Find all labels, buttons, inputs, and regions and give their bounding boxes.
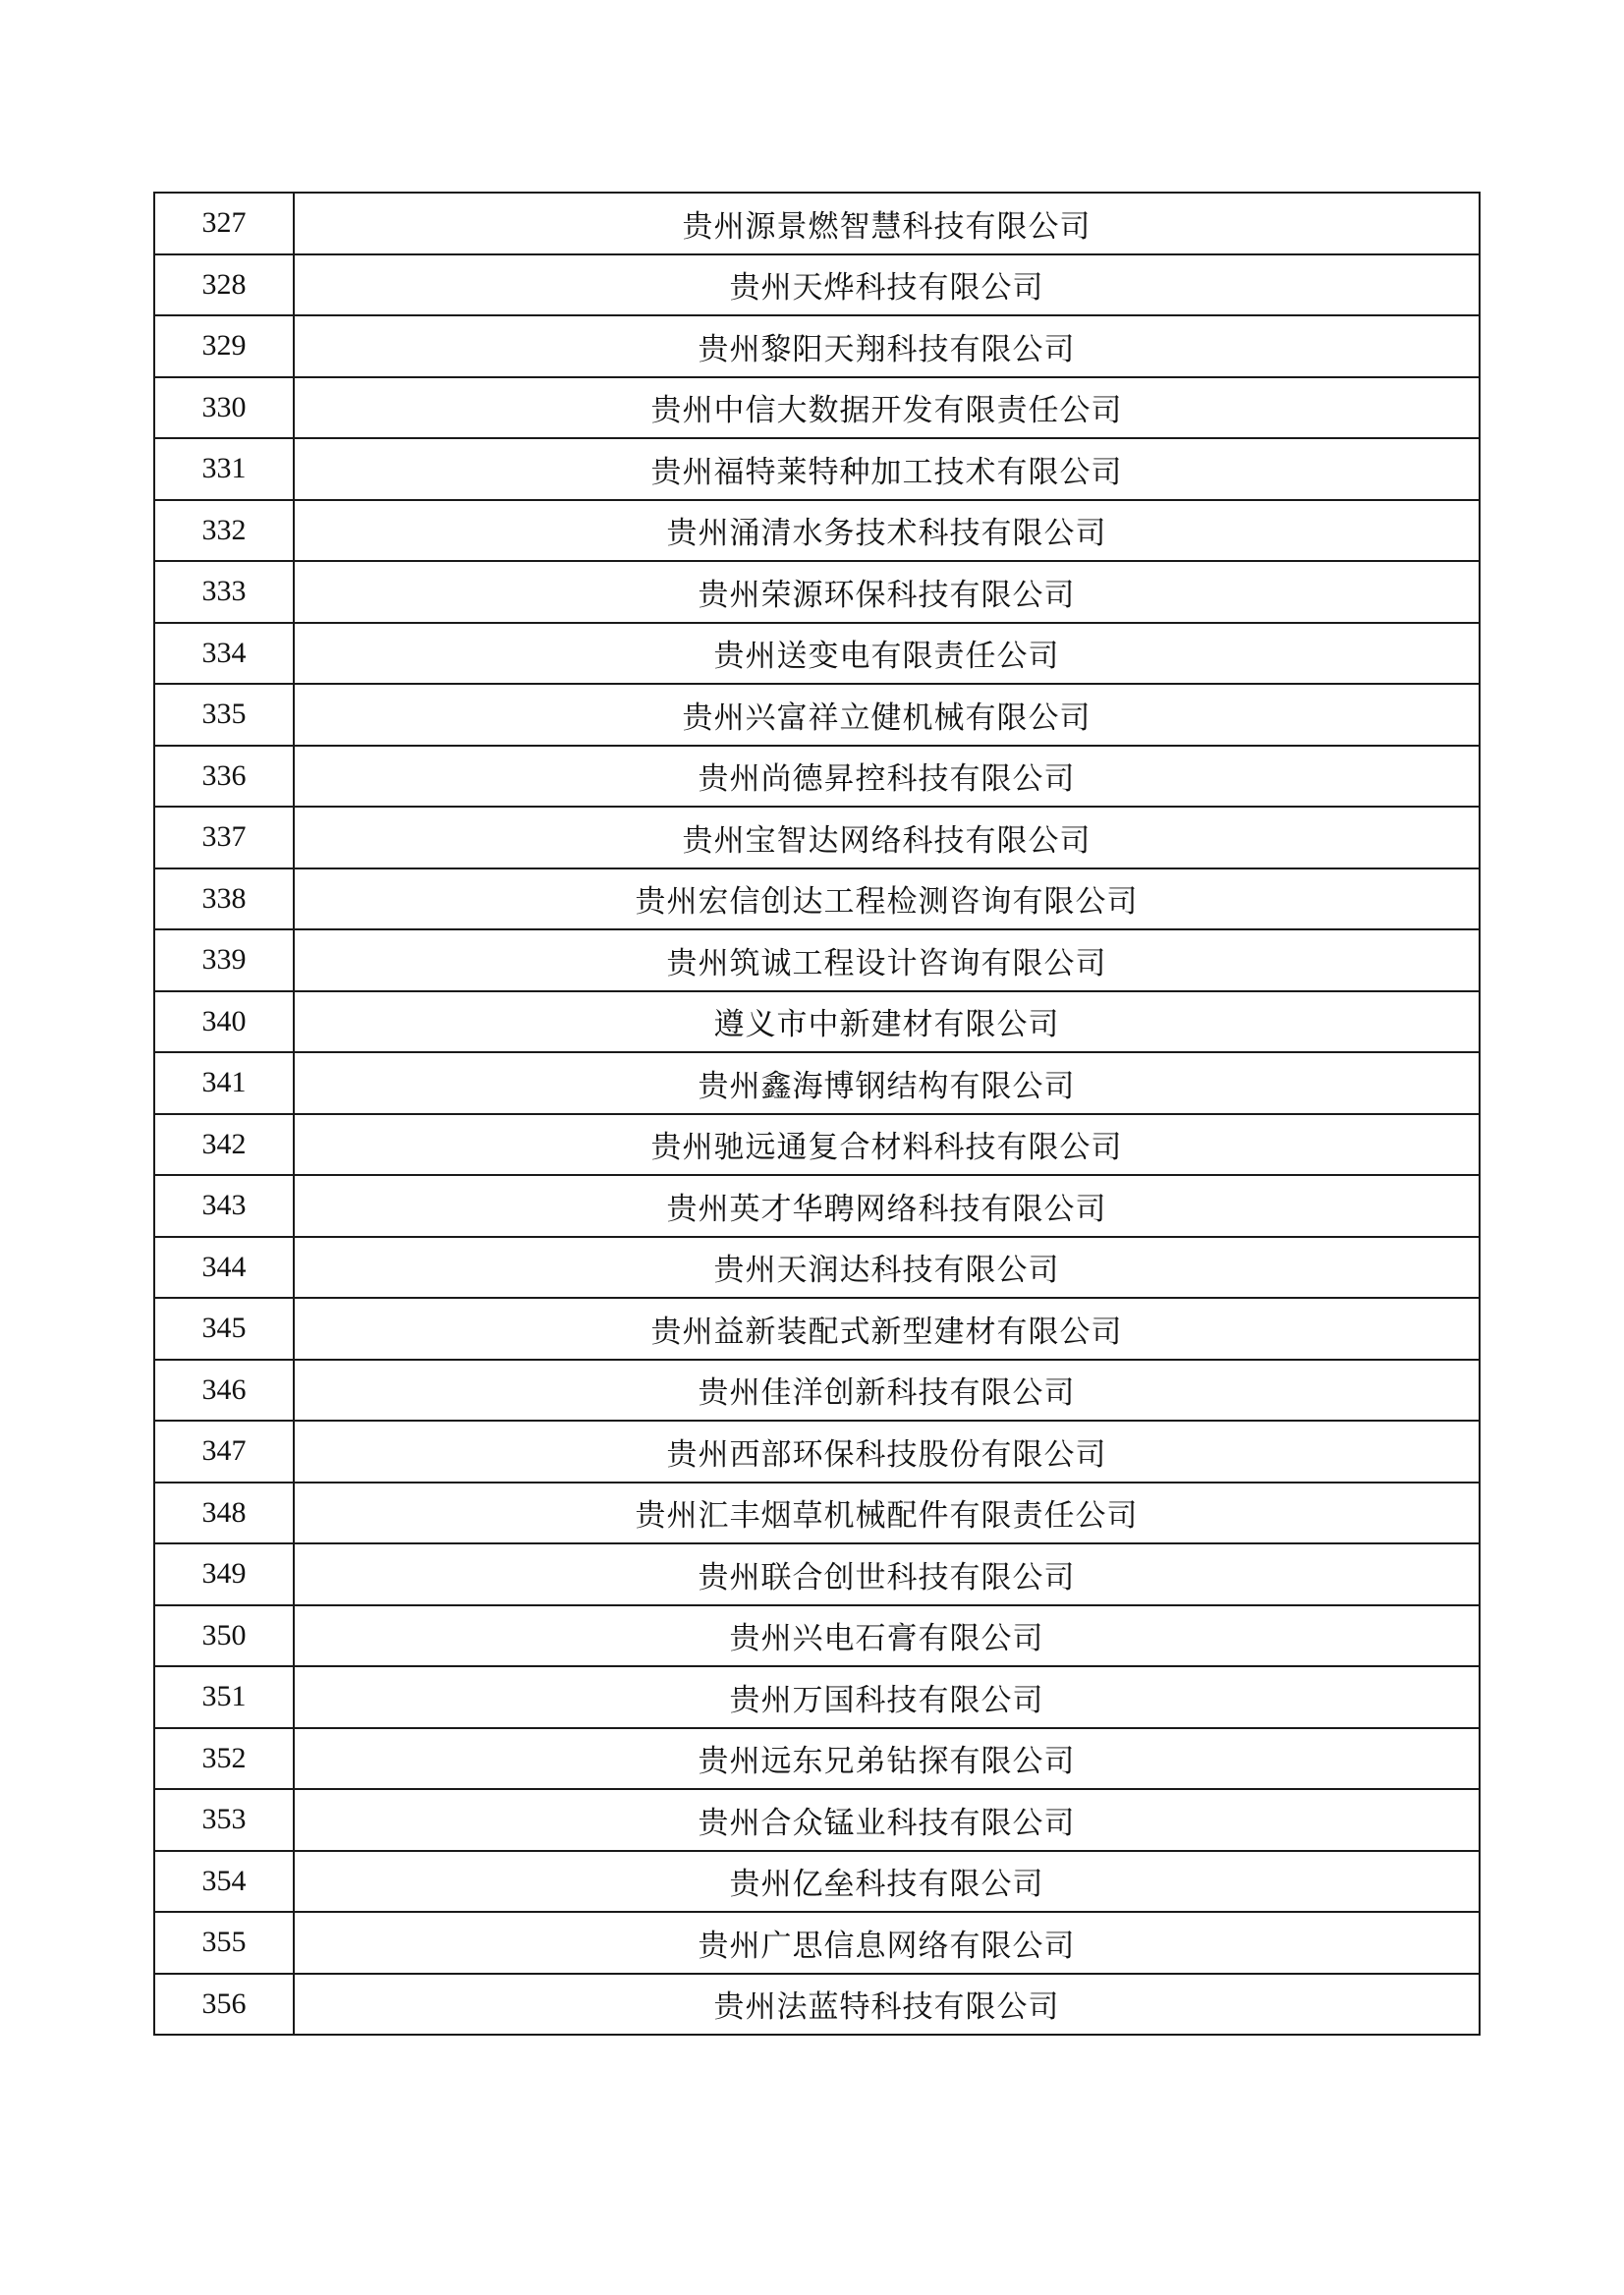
table-row xyxy=(154,1728,1480,1790)
table-row xyxy=(154,377,1480,439)
company-name-cell: 贵州筑诚工程设计咨询有限公司 xyxy=(294,929,1480,991)
row-number-cell: 349 xyxy=(154,1543,294,1605)
table-row xyxy=(154,1360,1480,1422)
row-number-cell: 340 xyxy=(154,991,294,1053)
row-number-cell: 353 xyxy=(154,1789,294,1851)
row-number-cell: 332 xyxy=(154,500,294,562)
row-number-cell: 342 xyxy=(154,1114,294,1176)
company-name-cell: 贵州兴电石膏有限公司 xyxy=(294,1605,1480,1667)
table-row xyxy=(154,807,1480,868)
company-name-cell: 贵州黎阳天翔科技有限公司 xyxy=(294,315,1480,377)
table-row xyxy=(154,991,1480,1053)
table-row xyxy=(154,1912,1480,1974)
company-name-cell: 贵州英才华聘网络科技有限公司 xyxy=(294,1175,1480,1237)
company-name-cell: 贵州送变电有限责任公司 xyxy=(294,623,1480,685)
table-row xyxy=(154,1789,1480,1851)
table-row xyxy=(154,438,1480,500)
company-name-cell: 贵州涌清水务技术科技有限公司 xyxy=(294,500,1480,562)
company-name-cell: 贵州亿垒科技有限公司 xyxy=(294,1851,1480,1913)
company-name-cell: 贵州尚德昇控科技有限公司 xyxy=(294,746,1480,808)
row-number-cell: 351 xyxy=(154,1666,294,1728)
company-name-cell: 贵州兴富祥立健机械有限公司 xyxy=(294,684,1480,746)
company-name-cell: 贵州联合创世科技有限公司 xyxy=(294,1543,1480,1605)
table-row xyxy=(154,315,1480,377)
row-number-cell: 356 xyxy=(154,1974,294,2036)
row-number-cell: 347 xyxy=(154,1421,294,1483)
row-number-cell: 336 xyxy=(154,746,294,808)
row-number-cell: 344 xyxy=(154,1237,294,1299)
row-number-cell: 337 xyxy=(154,807,294,868)
company-name-cell: 贵州福特莱特种加工技术有限公司 xyxy=(294,438,1480,500)
company-name-cell: 贵州远东兄弟钻探有限公司 xyxy=(294,1728,1480,1790)
table-row xyxy=(154,684,1480,746)
company-list-table xyxy=(153,192,1481,2036)
row-number-cell: 354 xyxy=(154,1851,294,1913)
row-number-cell: 333 xyxy=(154,561,294,623)
company-name-cell: 贵州驰远通复合材料科技有限公司 xyxy=(294,1114,1480,1176)
table-row xyxy=(154,1543,1480,1605)
row-number-cell: 345 xyxy=(154,1298,294,1360)
company-name-cell: 遵义市中新建材有限公司 xyxy=(294,991,1480,1053)
row-number-cell: 348 xyxy=(154,1483,294,1544)
table-row xyxy=(154,1974,1480,2036)
company-list-body xyxy=(154,193,1480,2035)
row-number-cell: 328 xyxy=(154,254,294,316)
company-name-cell: 贵州荣源环保科技有限公司 xyxy=(294,561,1480,623)
company-name-cell: 贵州合众锰业科技有限公司 xyxy=(294,1789,1480,1851)
company-name-cell: 贵州汇丰烟草机械配件有限责任公司 xyxy=(294,1483,1480,1544)
company-name-cell: 贵州法蓝特科技有限公司 xyxy=(294,1974,1480,2036)
table-row xyxy=(154,500,1480,562)
table-row xyxy=(154,929,1480,991)
row-number-cell: 329 xyxy=(154,315,294,377)
row-number-cell: 327 xyxy=(154,193,294,254)
row-number-cell: 355 xyxy=(154,1912,294,1974)
company-name-cell: 贵州中信大数据开发有限责任公司 xyxy=(294,377,1480,439)
table-row xyxy=(154,1666,1480,1728)
row-number-cell: 352 xyxy=(154,1728,294,1790)
row-number-cell: 335 xyxy=(154,684,294,746)
row-number-cell: 339 xyxy=(154,929,294,991)
company-name-cell: 贵州西部环保科技股份有限公司 xyxy=(294,1421,1480,1483)
row-number-cell: 350 xyxy=(154,1605,294,1667)
company-name-cell: 贵州宝智达网络科技有限公司 xyxy=(294,807,1480,868)
row-number-cell: 330 xyxy=(154,377,294,439)
table-row xyxy=(154,193,1480,254)
company-name-cell: 贵州佳洋创新科技有限公司 xyxy=(294,1360,1480,1422)
row-number-cell: 338 xyxy=(154,868,294,930)
table-row xyxy=(154,1175,1480,1237)
table-row xyxy=(154,1237,1480,1299)
company-name-cell: 贵州天烨科技有限公司 xyxy=(294,254,1480,316)
table-row xyxy=(154,746,1480,808)
company-name-cell: 贵州广思信息网络有限公司 xyxy=(294,1912,1480,1974)
row-number-cell: 334 xyxy=(154,623,294,685)
table-row xyxy=(154,868,1480,930)
table-row xyxy=(154,561,1480,623)
row-number-cell: 331 xyxy=(154,438,294,500)
company-name-cell: 贵州万国科技有限公司 xyxy=(294,1666,1480,1728)
table-row xyxy=(154,1114,1480,1176)
table-row xyxy=(154,1605,1480,1667)
table-row xyxy=(154,1421,1480,1483)
company-name-cell: 贵州天润达科技有限公司 xyxy=(294,1237,1480,1299)
table-row xyxy=(154,1298,1480,1360)
table-row xyxy=(154,1851,1480,1913)
company-name-cell: 贵州益新装配式新型建材有限公司 xyxy=(294,1298,1480,1360)
row-number-cell: 343 xyxy=(154,1175,294,1237)
table-row xyxy=(154,254,1480,316)
row-number-cell: 346 xyxy=(154,1360,294,1422)
table-row xyxy=(154,623,1480,685)
table-row xyxy=(154,1483,1480,1544)
row-number-cell: 341 xyxy=(154,1052,294,1114)
company-name-cell: 贵州鑫海博钢结构有限公司 xyxy=(294,1052,1480,1114)
table-row xyxy=(154,1052,1480,1114)
company-name-cell: 贵州源景燃智慧科技有限公司 xyxy=(294,193,1480,254)
company-name-cell: 贵州宏信创达工程检测咨询有限公司 xyxy=(294,868,1480,930)
